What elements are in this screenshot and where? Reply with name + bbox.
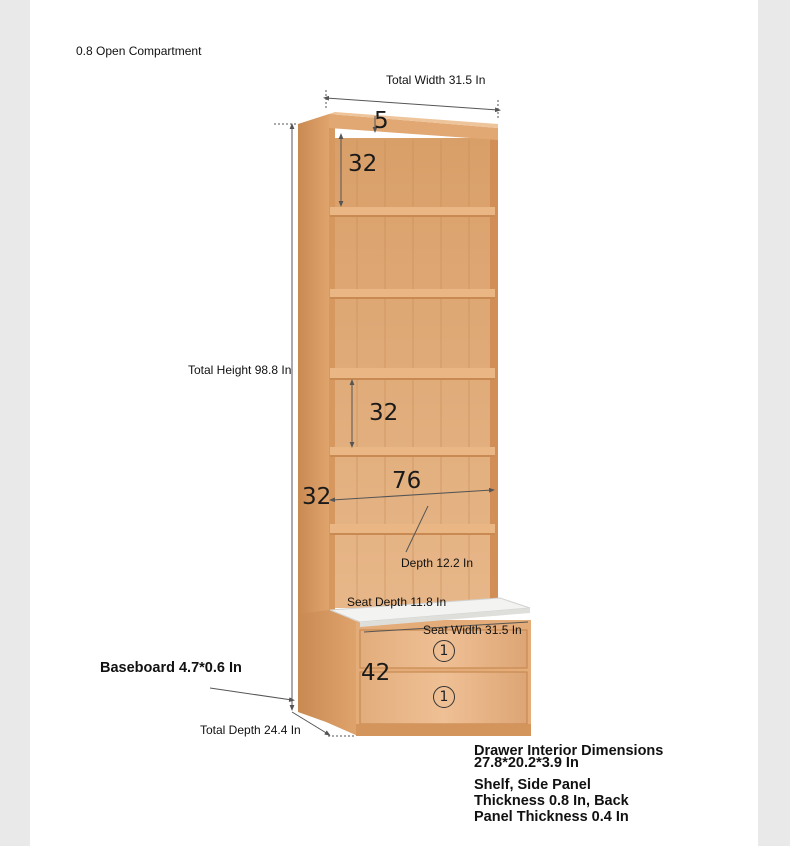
base-plinth <box>356 724 531 736</box>
shelf-gap-side-number: 32 <box>302 484 332 510</box>
thickness-line-1: Shelf, Side Panel <box>474 777 591 793</box>
open-compartment-label: 0.8 Open Compartment <box>76 44 202 58</box>
shelf-gap-top-number: 32 <box>348 151 378 177</box>
depth-label: Depth 12.2 In <box>401 556 474 570</box>
thickness-line-3: Panel Thickness 0.4 In <box>474 809 629 825</box>
shelf-gap-middle-number: 32 <box>369 400 399 426</box>
drawer-interior-size: 27.8*20.2*3.9 In <box>474 755 579 771</box>
specification-notes <box>474 743 663 825</box>
total-height-label: Total Height 98.8 In <box>188 363 292 377</box>
drawer-badge-lower: 1 <box>433 686 455 708</box>
seat-depth-label: Seat Depth 11.8 In <box>347 595 447 609</box>
drawer-interior-title: Drawer Interior Dimensions <box>474 743 664 759</box>
total-depth-label: Total Depth 24.4 In <box>200 723 301 737</box>
shelf-width-number: 76 <box>392 468 422 494</box>
total-width-label: Total Width 31.5 In <box>386 73 486 87</box>
left-side-panel <box>298 114 332 622</box>
drawer-height-number: 42 <box>361 660 391 686</box>
front-left-stile <box>329 114 335 612</box>
seat-width-label: Seat Width 31.5 In <box>423 623 522 637</box>
drawer-badge-upper: 1 <box>433 640 455 662</box>
top-gap-number: 5 <box>374 108 389 134</box>
product-dimension-page <box>30 0 758 846</box>
thickness-line-2: Thickness 0.8 In, Back <box>474 793 629 809</box>
base-left-side <box>298 610 358 736</box>
baseboard-label: Baseboard 4.7*0.6 In <box>100 660 242 676</box>
